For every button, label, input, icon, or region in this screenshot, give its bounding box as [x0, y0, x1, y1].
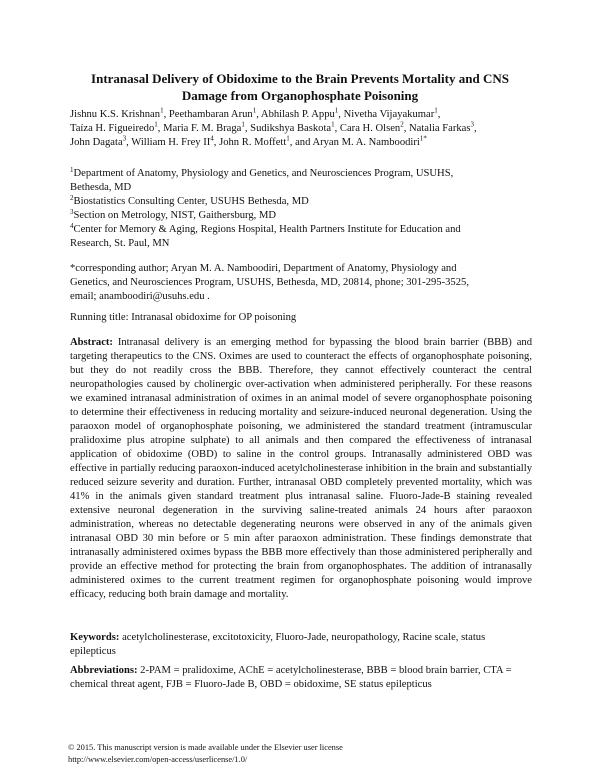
abstract-label: Abstract: — [70, 337, 113, 348]
author-name: John Dagata — [70, 137, 123, 148]
running-title: Running title: Intranasal obidoxime for OP poisoning — [70, 312, 297, 323]
author-name: Peethambaran Arun — [168, 109, 253, 120]
author-affil-sup: 1 — [241, 120, 245, 129]
title-line-2: Damage from Organophosphate Poisoning — [181, 88, 419, 103]
author-affil-sup: 1 — [160, 106, 164, 115]
affiliation-4 — [70, 223, 532, 237]
author-name: Natalia Farkas — [409, 123, 471, 134]
corresponding-line-2: Genetics, and Neurosciences Program, USUHS, Bethesda, MD, 20814, phone; 301-295-3525, — [70, 277, 469, 288]
author-affil-sup: 3 — [122, 134, 127, 143]
author-affil-sup: 1 — [286, 134, 290, 143]
author-name: Abhilash P. Appu — [260, 109, 335, 120]
affiliation-1 — [70, 167, 532, 181]
author-affil-sup: 1* — [419, 134, 427, 143]
abstract — [70, 336, 532, 602]
affiliation-text: Section on Metrology, NIST, Gaithersburg, MD — [73, 210, 277, 221]
author-name: Maria F. M. Braga — [163, 123, 242, 134]
author-name: Jishnu K.S. Krishnan — [70, 109, 161, 120]
author-affil-sup: 1 — [334, 106, 339, 115]
affiliation-sup: 1 — [70, 166, 74, 174]
author-affil-sup: 1 — [331, 120, 335, 129]
author-affil-sup: 3 — [470, 120, 474, 129]
affiliation-2 — [70, 195, 532, 209]
author-name: Aryan M. A. Namboodiri — [312, 137, 420, 148]
affiliation-1-cont: Bethesda, MD — [70, 182, 132, 193]
title-line-1: Intranasal Delivery of Obidoxime to the Brain Prevents Mortality and CNS — [91, 71, 509, 86]
affiliation-text: Center for Memory & Aging, Regions Hospital, Health Partners Institute for Education and — [73, 224, 461, 235]
author-name: John R. Moffett — [219, 137, 287, 148]
abbreviations — [70, 664, 532, 692]
author-name: Sudikshya Baskota — [250, 123, 332, 134]
keywords-label: Keywords: — [70, 632, 120, 643]
paper-title — [70, 70, 530, 104]
keywords-text: acetylcholinesterase, excitotoxicity, Fluoro-Jade, neuropathology, Racine scale, status epilepticus — [70, 632, 486, 657]
affiliation-4-cont: Research, St. Paul, MN — [70, 238, 170, 249]
abstract-text: Intranasal delivery is an emerging method for bypassing the blood brain barrier (BBB) and targeting therapeutics to the CNS. Oximes are used to counteract the effects of organophosphate poisoning, but they do not readily cross the BBB. Therefore, they cannot effectively counteract the central neuropathologies caused by cholinergic over-activation when administered peripherally. For these reasons we examined intranasal administration of oximes in an animal model of severe organophosphate poisoning to determine their effectiveness in reducing mortality and seizure-induced neuronal degeneration. Using the paraoxon model of organophosphate poisoning, we administered the standard treatment (intramuscular pralidoxime plus atropine sulphate) to all animals and then compared the effectiveness of intranasal application of obidoxime (OBD) to saline in the control groups. Intranasally administered OBD was effective in partially reducing paraoxon-induced acetylcholinesterase inhibition in the brain and substantially reduced seizure severity and duration. Further, intranasal OBD completely prevented mortality, which was 41% in the animals given standard treatment plus intranasal saline. Fluoro-Jade-B staining revealed extensive neuronal degeneration in the surviving saline-treated animals 24 hours after paraoxon administration, whereas no detectable degenerating neurons were observed in any of the animals given intranasal OBD 30 min before or 5 min after paraoxon administration. These findings demonstrate that intranasally administered oximes bypass the BBB more effectively than those administered peripherally and provide an effective method for protecting the brain from organophosphates. The addition of intranasally administered oximes to the current treatment regimen for organophosphate poisoning would improve efficacy, reducing both brain damage and mortality. — [70, 337, 532, 600]
license-notice: © 2015. This manuscript version is made available under the Elsevier user license — [68, 743, 343, 752]
author-name: William H. Frey II — [131, 137, 211, 148]
author-name: Cara H. Olsen — [339, 123, 401, 134]
author-affil-sup: 2 — [400, 120, 404, 129]
abbreviations-label: Abbreviations: — [70, 665, 138, 676]
author-list — [70, 108, 532, 150]
license-footer — [68, 742, 343, 766]
author-line-3: John Dagata$^3$, William H. Frey $II^4$, John R. Moffett$^1$, and Aryan M. A. Namboodiri$^{1*}$ — [70, 134, 427, 148]
license-url: http://www.elsevier.com/open-access/userlicense/1.0/ — [68, 755, 248, 764]
author-affil-sup: 1 — [434, 106, 438, 115]
keywords — [70, 631, 532, 659]
affiliation-text: Biostatistics Consulting Center, USUHS Bethesda, MD — [73, 196, 309, 207]
corresponding-author — [70, 262, 532, 304]
author-affil-sup: 1 — [154, 120, 158, 129]
affiliation-sup: 2 — [70, 194, 74, 202]
author-joiner: , and — [289, 137, 313, 148]
author-line-2: Taíza H. Figueiredo$^1$, Maria F. M. Braga$^1$, Sudikshya Baskota$^1$, Cara H. Olsen$^2$, Natalia Farkas$^3$, — [70, 120, 477, 134]
author-affil-sup: 4 — [210, 134, 214, 143]
corresponding-line-1: *corresponding author; Aryan M. A. Namboodiri, Department of Anatomy, Physiology and — [70, 263, 457, 274]
affiliation-text: Department of Anatomy, Physiology and Genetics, and Neurosciences Program, USUHS, — [73, 168, 454, 179]
abbreviations-text: 2-PAM = pralidoxime, AChE = acetylcholinesterase, BBB = blood brain barrier, CTA = chemical threat agent, FJB = Fluoro-Jade B, OBD = obidoxime, SE status epilepticus — [70, 665, 512, 690]
affiliation-3 — [70, 209, 532, 223]
affiliation-sup: 3 — [70, 208, 74, 216]
author-name: Taíza H. Figueiredo — [70, 123, 155, 134]
author-line-1: Jishnu K.S. Krishnan$^1$, Peethambaran Arun$^1$, Abhilash P. Appu$^1$, Nivetha Vijayakumar$^1$, — [70, 106, 441, 120]
corresponding-line-3: email; anamboodiri@usuhs.edu . — [70, 291, 210, 302]
author-name: Nivetha Vijayakumar — [343, 109, 435, 120]
affiliation-sup: 4 — [70, 222, 74, 230]
affiliation-list — [70, 167, 532, 251]
author-affil-sup: 1 — [252, 106, 257, 115]
